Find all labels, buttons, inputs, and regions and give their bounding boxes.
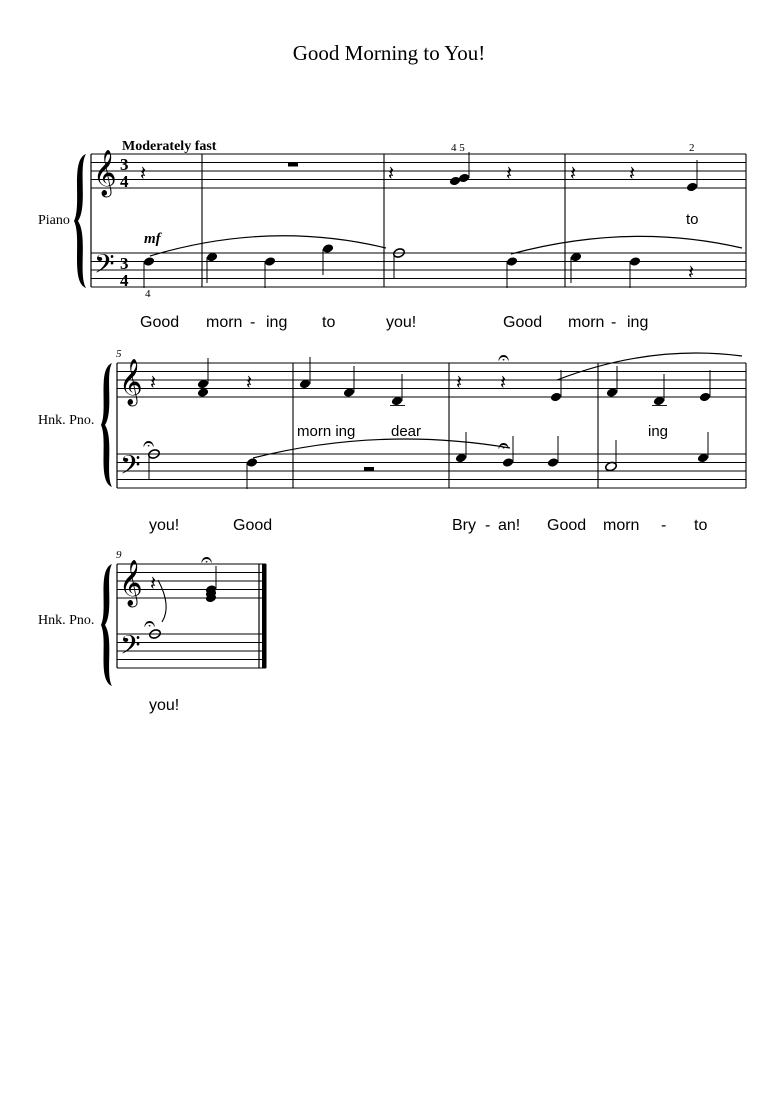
tempo-marking: Moderately fast (122, 139, 217, 154)
barlines (202, 154, 746, 287)
treble-clef-icon: 𝄞 (119, 359, 143, 404)
time-sig-denominator: 4 (120, 271, 129, 290)
fingering: 2 (689, 142, 695, 154)
lyric-syllable: to (694, 517, 708, 534)
lyric-syllable: morn ing (297, 423, 356, 440)
bass-note (246, 457, 258, 489)
fingering: 4 (145, 288, 151, 300)
treble-note (699, 370, 711, 402)
treble-chord (197, 358, 209, 398)
fingering: 4 5 (451, 142, 465, 154)
treble-note (390, 374, 405, 406)
lyric-hyphen: - (250, 314, 256, 331)
treble-note (343, 366, 355, 398)
whole-rest-icon (364, 467, 374, 471)
final-barline-thick (262, 564, 267, 668)
dynamic-marking: mf (144, 231, 161, 247)
fermata-icon: 𝄐 (498, 347, 510, 369)
lyric-syllable: morn (568, 314, 605, 331)
bass-note (143, 256, 155, 288)
lyrics-line (149, 697, 179, 714)
lyric-hyphen: - (485, 517, 491, 534)
bass-staff (91, 253, 746, 287)
instrument-name: Piano (38, 213, 70, 228)
treble-clef-icon: 𝄞 (93, 150, 117, 195)
bass-clef-icon: 𝄢 (120, 630, 141, 666)
lyric-syllable: you! (149, 517, 180, 534)
quarter-rest-icon: 𝄽 (140, 163, 147, 185)
lyric-syllable: morn (603, 517, 640, 534)
bass-half-note (605, 440, 618, 472)
bass-note (264, 256, 276, 288)
treble-clef-icon: 𝄞 (119, 560, 143, 605)
bass-note (629, 256, 641, 288)
system-brace (101, 363, 112, 487)
barlines (293, 363, 746, 488)
slur (253, 439, 510, 458)
lyric-hyphen: - (661, 517, 667, 534)
quarter-rest-icon: 𝄽 (456, 372, 463, 394)
bass-half-note (393, 248, 406, 279)
bass-clef-icon: 𝄢 (120, 450, 141, 486)
lyric-syllable: ing (648, 423, 669, 440)
bass-staff (117, 454, 746, 488)
lyric-syllable: morn (206, 314, 243, 331)
instrument-name: Hnk. Pno. (38, 613, 95, 628)
quarter-rest-icon: 𝄽 (388, 163, 395, 185)
lyric-syllable: Bry (452, 517, 476, 534)
lyric-syllable: an! (498, 517, 521, 534)
treble-note (550, 370, 562, 402)
lyric-syllable: to (686, 211, 699, 228)
bass-note (506, 256, 518, 288)
measure-number: 9 (116, 549, 122, 561)
lyric-syllable: Good (547, 517, 587, 534)
bass-note (547, 436, 559, 468)
treble-staff (91, 154, 746, 188)
lyric-syllable: Good (503, 314, 543, 331)
treble-note (299, 357, 311, 389)
lyrics-line (149, 517, 707, 534)
lyric-syllable: ing (266, 314, 288, 331)
slur (158, 580, 166, 622)
bass-note (697, 432, 709, 463)
time-sig-numerator: 3 (120, 254, 129, 273)
slur (511, 236, 742, 254)
time-sig-numerator: 3 (120, 155, 129, 174)
score-title: Good Morning to You! (292, 41, 486, 65)
measure-number: 5 (116, 348, 122, 360)
system-3 (38, 549, 267, 714)
fermata-icon: 𝄐 (201, 549, 213, 571)
system-2 (38, 347, 746, 534)
whole-rest-icon (288, 163, 298, 167)
lyric-syllable: Good (140, 314, 180, 331)
lyric-syllable: you! (386, 314, 417, 331)
treble-note (606, 366, 618, 398)
treble-chord (449, 152, 470, 186)
lyric-syllable: to (322, 314, 336, 331)
fermata-icon: 𝄐 (143, 433, 155, 455)
quarter-rest-icon: 𝄽 (150, 372, 157, 394)
quarter-rest-icon: 𝄽 (506, 163, 513, 185)
system-brace (101, 564, 112, 686)
quarter-rest-icon: 𝄽 (150, 573, 157, 595)
quarter-rest-icon: 𝄽 (688, 262, 695, 284)
lyrics-line (140, 314, 648, 331)
time-sig-denominator: 4 (120, 172, 129, 191)
bass-clef-icon: 𝄢 (94, 249, 115, 285)
system-1 (38, 139, 746, 331)
lyric-syllable: you! (149, 697, 180, 714)
lyric-hyphen: - (611, 314, 617, 331)
quarter-rest-icon: 𝄽 (570, 163, 577, 185)
fermata-icon: 𝄐 (144, 613, 156, 635)
system-brace (74, 154, 86, 288)
quarter-rest-icon: 𝄽 (246, 372, 253, 394)
quarter-rest-icon: 𝄽 (629, 163, 636, 185)
lyric-syllable: ing (627, 314, 649, 331)
bass-note (455, 432, 467, 463)
instrument-name: Hnk. Pno. (38, 413, 95, 428)
fermata-icon: 𝄐 (498, 435, 510, 457)
slur (557, 353, 742, 380)
lyric-syllable: dear (391, 423, 422, 440)
treble-staff (117, 363, 746, 397)
treble-chord (205, 566, 217, 603)
treble-note (652, 374, 667, 406)
treble-note (686, 160, 698, 192)
lyric-syllable: Good (233, 517, 273, 534)
quarter-rest-icon: 𝄽 (500, 372, 507, 394)
